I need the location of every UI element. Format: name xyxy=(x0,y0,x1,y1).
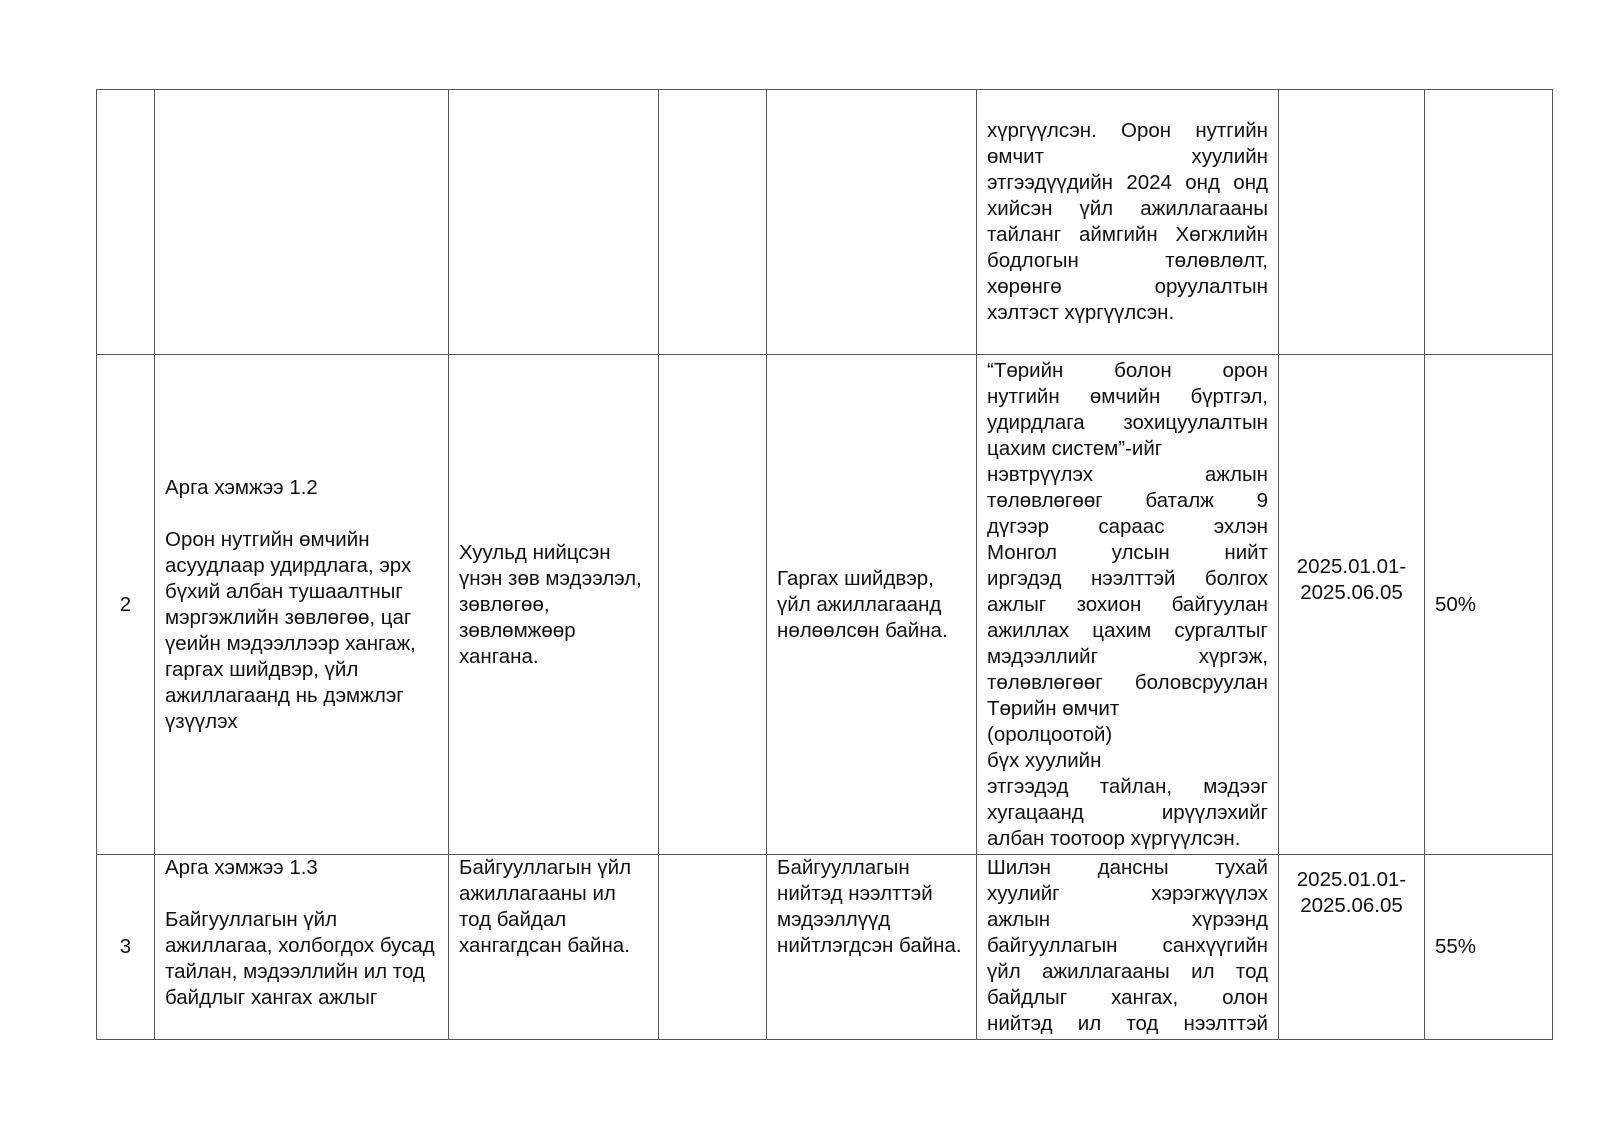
dates-cell xyxy=(1279,355,1425,855)
status-line: Төрийн өмчит xyxy=(987,696,1120,720)
outcome-cell: Байгууллагын нийтэд нээлттэй мэдээллүүд нийтлэгдсэн байна. xyxy=(767,855,977,1040)
expected-result-cell xyxy=(449,90,659,355)
status-line: хийсэн үйл ажиллагааны xyxy=(987,197,1268,220)
date-range: 2025.01.01- 2025.06.05 xyxy=(1296,868,1407,917)
status-line: нийтэд ил тод нээлттэй xyxy=(987,1012,1268,1035)
blank-cell xyxy=(659,90,767,355)
row-number xyxy=(97,90,155,355)
status-line: мэдээллийг хүргэж, xyxy=(987,644,1268,668)
status-line: хугацаанд ирүүлэхийг xyxy=(987,800,1268,824)
status-line: нэвтрүүлэх ажлын xyxy=(987,462,1268,486)
action-plan-table xyxy=(96,89,1553,1040)
status-line: Монгол улсын нийт xyxy=(987,540,1268,564)
status-line: байдлыг хангах, олон xyxy=(987,986,1268,1009)
dates-cell xyxy=(1279,90,1425,355)
status-line: цахим систем”-ийг xyxy=(987,436,1163,460)
percent-cell: 55% xyxy=(1425,855,1553,1040)
percent-cell xyxy=(1425,90,1553,355)
blank-cell xyxy=(659,855,767,1040)
status-line: төлөвлөгөөг боловсруулан xyxy=(987,670,1268,694)
status-line: хөрөнгө оруулалтын xyxy=(987,275,1268,298)
percent-cell: 50% xyxy=(1425,355,1553,855)
table-row xyxy=(97,90,1553,355)
measure-label: Арга хэмжээ 1.2 xyxy=(165,475,318,499)
status-line: иргэдэд нээлттэй болгох xyxy=(987,566,1268,590)
status-line: этгээдэд тайлан, мэдээг xyxy=(987,774,1268,798)
status-line: бодлогын төлөвлөлт, xyxy=(987,249,1268,272)
status-line: үйл ажиллагааны ил тод xyxy=(987,960,1268,983)
status-line: ажиллах цахим сургалтыг xyxy=(987,618,1268,642)
measure-cell xyxy=(155,90,449,355)
measure-cell xyxy=(155,355,449,855)
status-line: Шилэн дансны тухай xyxy=(987,856,1268,879)
expected-result-cell: Байгууллагын үйл ажиллагааны ил тод байдал хангагдсан байна. xyxy=(449,855,659,1040)
status-cell xyxy=(977,355,1279,855)
status-line: хэлтэст хүргүүлсэн. xyxy=(987,301,1175,324)
table-row xyxy=(97,855,1553,1040)
status-line: ажлын хүрээнд xyxy=(987,908,1268,931)
status-line: ажлыг зохион байгуулан xyxy=(987,592,1268,616)
measure-label: Арга хэмжээ 1.3 xyxy=(165,856,318,879)
status-line: “Төрийн болон орон xyxy=(987,358,1268,382)
outcome-cell xyxy=(767,90,977,355)
status-line: бүх хуулийн xyxy=(987,748,1102,772)
status-line: (оролцоотой) xyxy=(987,722,1113,746)
status-line: тайланг аймгийн Хөгжлийн xyxy=(987,223,1268,246)
expected-result-cell: Хуульд нийцсэн үнэн зөв мэдээлэл, зөвлөгөө, зөвлөмжөөр хангана. xyxy=(449,355,659,855)
status-line: өмчит хуулийн xyxy=(987,145,1268,168)
status-line: албан тоотоор хүргүүлсэн. xyxy=(987,826,1241,850)
status-line: дүгээр сараас эхлэн xyxy=(987,514,1268,538)
row-number: 2 xyxy=(97,355,155,855)
status-line: хүргүүлсэн. Орон нутгийн xyxy=(987,119,1268,142)
status-line: байгууллагын санхүүгийн xyxy=(987,934,1268,957)
status-line: этгээдүүдийн 2024 онд онд xyxy=(987,171,1268,194)
table-row xyxy=(97,355,1553,855)
blank-cell xyxy=(659,355,767,855)
outcome-cell: Гаргах шийдвэр, үйл ажиллагаанд нөлөөлсөн байна. xyxy=(767,355,977,855)
dates-cell xyxy=(1279,855,1425,1040)
row-number: 3 xyxy=(97,855,155,1040)
status-cell xyxy=(977,90,1279,355)
date-range: 2025.01.01- 2025.06.05 xyxy=(1296,554,1407,604)
status-cell xyxy=(977,855,1279,1040)
status-line: хуулийг хэрэгжүүлэх xyxy=(987,882,1268,905)
status-line: удирдлага зохицуулалтын xyxy=(987,410,1268,434)
measure-text: Орон нутгийн өмчийн асуудлаар удирдлага, эрх бүхий албан тушаалтныг мэргэжлийн зөвлөгөө, цаг үеийн мэдээллээр хангаж, гаргах шийдвэр, үйл ажиллагаанд нь дэмжлэг үзүүлэх xyxy=(165,527,416,733)
measure-text: Байгууллагын үйл ажиллагаа, холбогдох бусад тайлан, мэдээллийн ил тод байдлыг хангах ажлыг xyxy=(165,908,435,1009)
measure-cell xyxy=(155,855,449,1040)
status-line: нутгийн өмчийн бүртгэл, xyxy=(987,384,1268,408)
status-line: төлөвлөгөөг баталж 9 xyxy=(987,488,1268,512)
